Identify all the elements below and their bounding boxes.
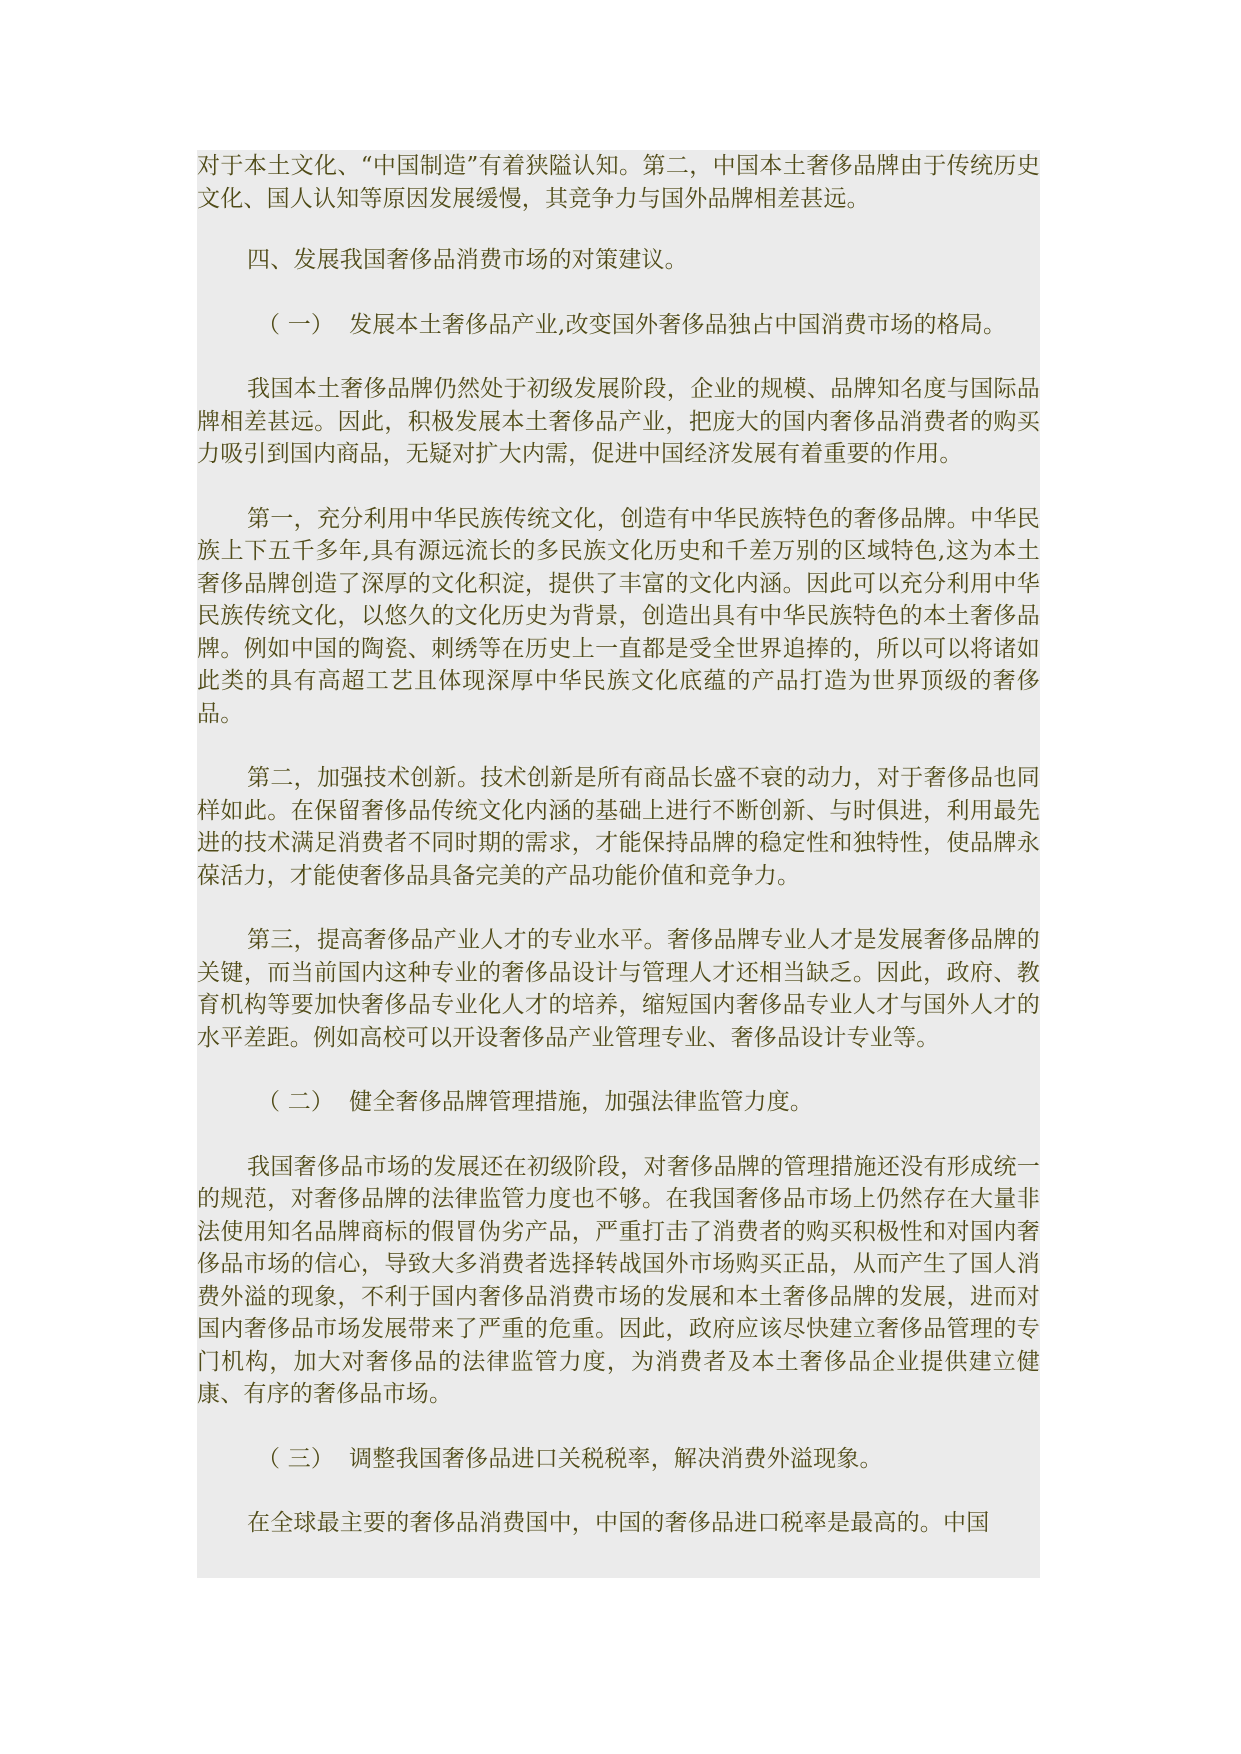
paragraph-third-talent: 第三，提高奢侈品产业人才的专业水平。奢侈品牌专业人才是发展奢侈品牌的关键，而当前国内这种专业的奢侈品设计与管理人才还相当缺乏。因此，政府、教育机构等要加快奢侈品专业化人才的培养，缩短国内奢侈品专业人才与国外人才的水平差距。例如高校可以开设奢侈品产业管理专业、奢侈品设计专业等。 [197, 927, 1040, 1051]
section-heading-four: 四、发展我国奢侈品消费市场的对策建议。 [247, 247, 688, 273]
paragraph-regulation: 我国奢侈品市场的发展还在初级阶段，对奢侈品牌的管理措施还没有形成统一的规范，对奢侈品牌的法律监管力度也不够。在我国奢侈品市场上仍然存在大量非法使用知名品牌商标的假冒伪劣产品，严重打击了消费者的购买积极性和对国内奢侈品市场的信心，导致大多消费者选择转战国外市场购买正品，从而产生了国人消费外溢的现象，不利于国内奢侈品消费市场的发展和本土奢侈品牌的发展，进而对国内奢侈品市场发展带来了严重的危重。因此，政府应该尽快建立奢侈品管理的专门机构，加大对奢侈品的法律监管力度，为消费者及本土奢侈品企业提供建立健康、有序的奢侈品市场。 [197, 1153, 1040, 1407]
subheading-one: （ 一） 发展本土奢侈品产业,改变国外奢侈品独占中国消费市场的格局。 [257, 311, 1007, 338]
paragraph-intro-continuation: 对于本土文化、“中国制造”有着狭隘认知。第二，中国本土奢侈品牌由于传统历史文化、国人认知等原因发展缓慢，其竞争力与国外品牌相差甚远。 [197, 153, 1040, 212]
document-body [197, 150, 1040, 1572]
subheading-two: （ 二） 健全奢侈品牌管理措施，加强法律监管力度。 [257, 1089, 814, 1115]
subheading-three: （ 三） 调整我国奢侈品进口关税税率，解决消费外溢现象。 [257, 1445, 883, 1472]
paragraph-import-tax: 在全球最主要的奢侈品消费国中，中国的奢侈品进口税率是最高的。中国 [247, 1510, 990, 1536]
paragraph-second-innovation: 第二，加强技术创新。技术创新是所有商品长盛不衰的动力，对于奢侈品也同样如此。在保留奢侈品传统文化内涵的基础上进行不断创新、与时俱进，利用最先进的技术满足消费者不同时期的需求，才能保持品牌的稳定性和独特性，使品牌永葆活力，才能使奢侈品具备完美的产品功能价值和竞争力。 [197, 765, 1040, 889]
paragraph-local-brands: 我国本土奢侈品牌仍然处于初级发展阶段，企业的规模、品牌知名度与国际品牌相差甚远。因此，积极发展本土奢侈品产业，把庞大的国内奢侈品消费者的购买力吸引到国内商品，无疑对扩大内需，促进中国经济发展有着重要的作用。 [197, 376, 1040, 467]
paragraph-first-culture: 第一，充分利用中华民族传统文化，创造有中华民族特色的奢侈品牌。中华民族上下五千多年,具有源远流长的多民族文化历史和千差万别的区域特色,这为本土奢侈品牌创造了深厚的文化积淀，提供了丰富的文化内涵。因此可以充分利用中华民族传统文化，以悠久的文化历史为背景，创造出具有中华民族特色的本土奢侈品牌。例如中国的陶瓷、刺绣等在历史上一直都是受全世界追捧的，所以可以将诸如此类的具有高超工艺且体现深厚中华民族文化底蕴的产品打造为世界顶级的奢侈品。 [197, 505, 1040, 727]
